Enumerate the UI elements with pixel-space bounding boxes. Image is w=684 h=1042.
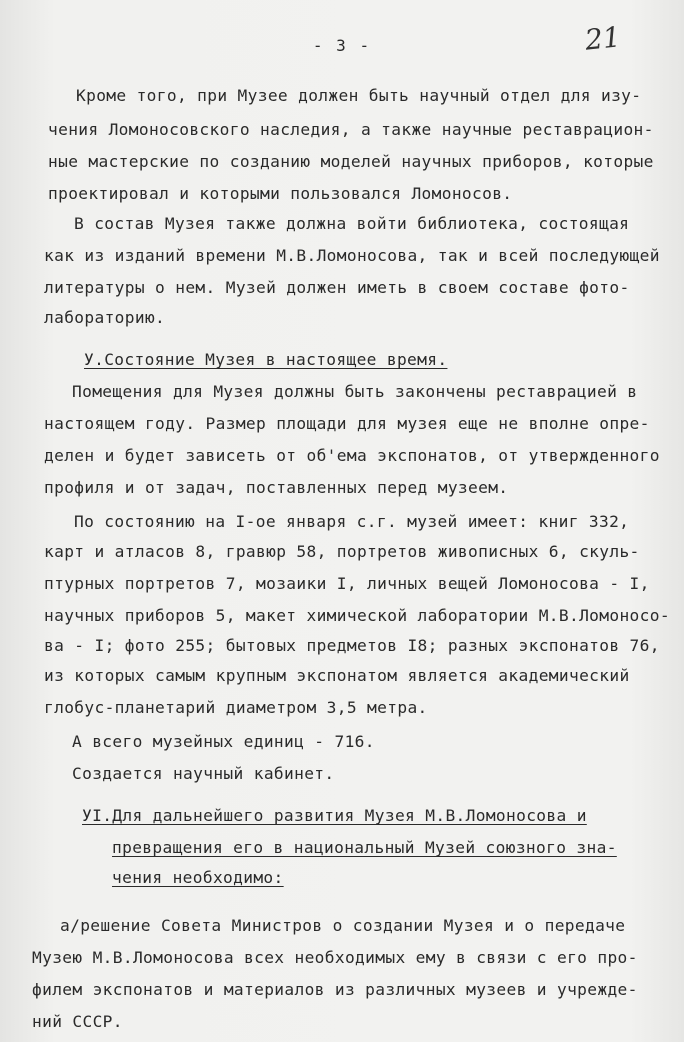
text-line: делен и будет зависеть от об'ема экспонатов, от утвержденного — [44, 446, 660, 465]
text-line: а/решение Совета Министров о создании Музея и о передаче — [60, 916, 626, 935]
text-line: Помещения для Музея должны быть закончены реставрацией в — [72, 382, 638, 401]
section-heading-vi: превращения его в национальный Музей союзного зна- — [112, 838, 617, 857]
handwritten-folio-number: 21 — [583, 20, 623, 57]
text-line: Музею М.В.Ломоносова всех необходимых ему в связи с его про- — [32, 948, 638, 967]
text-line: как из изданий времени М.В.Ломоносова, так и всей последующей — [44, 246, 660, 265]
text-line: В состав Музея также должна войти библиотека, состоящая — [74, 214, 630, 233]
text-line: научных приборов 5, макет химической лаборатории М.В.Ломоносо- — [44, 606, 670, 625]
text-line: птурных портретов 7, мозаики I, личных вещей Ломоносова - I, — [44, 574, 650, 593]
text-line: проектировал и которыми пользовался Ломоносов. — [48, 184, 513, 203]
section-heading-vi: УI.Для дальнейшего развития Музея М.В.Ломоносова и — [82, 806, 587, 825]
text-line: карт и атласов 8, гравюр 58, портретов живописных 6, скуль- — [44, 542, 640, 561]
text-line: ний СССР. — [32, 1012, 123, 1031]
text-line: филем экспонатов и материалов из различных музеев и учрежде- — [32, 980, 638, 999]
section-heading-v: У.Состояние Музея в настоящее время. — [84, 350, 448, 369]
text-line: По состоянию на I-ое января с.г. музей имеет: книг 332, — [74, 512, 630, 531]
page-number: - 3 - — [312, 36, 372, 55]
text-line: Создается научный кабинет. — [72, 764, 335, 783]
section-heading-vi: чения необходимо: — [112, 868, 284, 887]
text-line: настоящем году. Размер площади для музея еще не вполне опре- — [44, 414, 650, 433]
text-line: литературы о нем. Музей должен иметь в своем составе фото- — [44, 278, 630, 297]
text-line: Кроме того, при Музее должен быть научный отдел для изу- — [76, 86, 642, 105]
text-line: из которых самым крупным экспонатом является академический — [44, 666, 630, 685]
text-line: А всего музейных единиц - 716. — [72, 732, 375, 751]
text-line: ные мастерские по созданию моделей научных приборов, которые — [48, 152, 654, 171]
text-line: профиля и от задач, поставленных перед музеем. — [44, 478, 509, 497]
text-line: лабораторию. — [44, 308, 166, 327]
text-line: чения Ломоносовского наследия, а также научные реставрацион- — [48, 120, 654, 139]
text-line: ва - I; фото 255; бытовых предметов I8; разных экспонатов 76, — [44, 636, 660, 655]
text-line: глобус-планетарий диаметром 3,5 метра. — [44, 698, 428, 717]
